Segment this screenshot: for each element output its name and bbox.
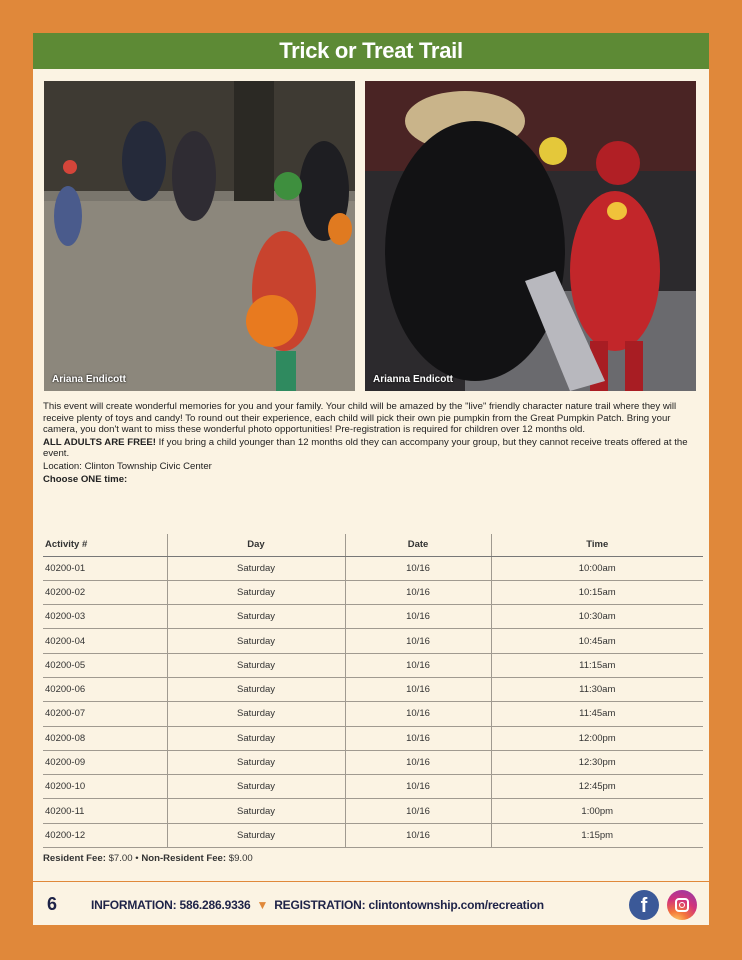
- time-cell: 1:15pm: [491, 823, 703, 847]
- schedule-table-body: [43, 556, 703, 848]
- adults-note: [43, 437, 703, 460]
- time-cell: 10:30am: [491, 605, 703, 629]
- day-cell: Saturday: [167, 556, 345, 580]
- table-row: [43, 750, 703, 774]
- table-row: [43, 677, 703, 701]
- choose-time-heading: Choose ONE time:: [43, 473, 128, 485]
- activity-number: 40200-05: [43, 653, 167, 677]
- date-cell: 10/16: [345, 677, 491, 701]
- date-cell: 10/16: [345, 775, 491, 799]
- time-cell: 12:45pm: [491, 775, 703, 799]
- photo-flash-costume-image: [365, 81, 696, 391]
- event-description: [43, 401, 703, 486]
- adults-free-text: If you bring a child younger than 12 months old they can accompany your group, but they cannot receive treats offered at the event.: [43, 436, 688, 460]
- schedule-table: [43, 534, 703, 848]
- activity-number: 40200-10: [43, 775, 167, 799]
- activity-number: 40200-12: [43, 823, 167, 847]
- page-title: Trick or Treat Trail: [33, 33, 709, 69]
- facebook-icon[interactable]: f: [629, 890, 659, 920]
- activity-number: 40200-07: [43, 702, 167, 726]
- adults-free-heading: ALL ADULTS ARE FREE!: [43, 436, 156, 448]
- day-cell: Saturday: [167, 726, 345, 750]
- contact-line: [91, 898, 544, 912]
- table-header-row: [43, 534, 703, 556]
- time-cell: 10:45am: [491, 629, 703, 653]
- table-row: [43, 726, 703, 750]
- location-label: Location:: [43, 460, 82, 472]
- day-cell: Saturday: [167, 823, 345, 847]
- date-cell: 10/16: [345, 580, 491, 604]
- table-row: [43, 702, 703, 726]
- triangle-separator-icon: ▼: [256, 898, 269, 912]
- day-cell: Saturday: [167, 580, 345, 604]
- table-row: [43, 775, 703, 799]
- time-cell: 11:15am: [491, 653, 703, 677]
- day-cell: Saturday: [167, 629, 345, 653]
- activity-number: 40200-11: [43, 799, 167, 823]
- page-footer: [33, 881, 709, 925]
- table-row: [43, 653, 703, 677]
- time-cell: 12:00pm: [491, 726, 703, 750]
- date-cell: 10/16: [345, 799, 491, 823]
- header-activity: Activity #: [43, 534, 167, 556]
- photo-credit: Ariana Endicott: [52, 374, 126, 385]
- photo-credit: Arianna Endicott: [373, 374, 454, 385]
- fees-line: [43, 853, 253, 864]
- table-row: [43, 799, 703, 823]
- day-cell: Saturday: [167, 677, 345, 701]
- activity-number: 40200-06: [43, 677, 167, 701]
- location-value: Clinton Township Civic Center: [81, 460, 212, 472]
- date-cell: 10/16: [345, 629, 491, 653]
- header-date: Date: [345, 534, 491, 556]
- time-cell: 11:30am: [491, 677, 703, 701]
- resident-fee-label: Resident Fee:: [43, 853, 106, 864]
- date-cell: 10/16: [345, 556, 491, 580]
- date-cell: 10/16: [345, 823, 491, 847]
- day-cell: Saturday: [167, 799, 345, 823]
- date-cell: 10/16: [345, 726, 491, 750]
- registration-link[interactable]: REGISTRATION: clintontownship.com/recreation: [274, 898, 544, 912]
- description-text: This event will create wonderful memories for you and your family. Your child will be amazed by the "live" friendly character nature trail where they will receive plenty of toys and candy! To round out their experience, each child will pick their own pie pumpkin from the Great Pumpkin Patch. Bring your camera, you don't want to miss these wonderful photo opportunities! Pre-registration is required for children over 12 months old.: [43, 401, 677, 436]
- table-row: [43, 580, 703, 604]
- table-row: [43, 556, 703, 580]
- table-row: [43, 823, 703, 847]
- time-cell: 10:00am: [491, 556, 703, 580]
- day-cell: Saturday: [167, 653, 345, 677]
- location-line: [43, 461, 703, 473]
- photo-kids-trail: [44, 81, 355, 391]
- nonresident-fee-value: $9.00: [226, 853, 253, 864]
- header-time: Time: [491, 534, 703, 556]
- time-cell: 1:00pm: [491, 799, 703, 823]
- table-row: [43, 605, 703, 629]
- nonresident-fee-label: Non-Resident Fee:: [141, 853, 227, 864]
- activity-number: 40200-08: [43, 726, 167, 750]
- activity-number: 40200-01: [43, 556, 167, 580]
- day-cell: Saturday: [167, 775, 345, 799]
- day-cell: Saturday: [167, 750, 345, 774]
- header-day: Day: [167, 534, 345, 556]
- day-cell: Saturday: [167, 605, 345, 629]
- date-cell: 10/16: [345, 750, 491, 774]
- fee-separator: •: [132, 853, 142, 864]
- activity-number: 40200-02: [43, 580, 167, 604]
- activity-number: 40200-03: [43, 605, 167, 629]
- photo-flash-costume: [365, 81, 696, 391]
- time-cell: 12:30pm: [491, 750, 703, 774]
- time-cell: 10:15am: [491, 580, 703, 604]
- information-phone: INFORMATION: 586.286.9336: [91, 898, 251, 912]
- day-cell: Saturday: [167, 702, 345, 726]
- date-cell: 10/16: [345, 605, 491, 629]
- date-cell: 10/16: [345, 702, 491, 726]
- activity-number: 40200-04: [43, 629, 167, 653]
- page-number: 6: [47, 894, 58, 914]
- table-row: [43, 629, 703, 653]
- date-cell: 10/16: [345, 653, 491, 677]
- resident-fee-value: $7.00: [105, 853, 133, 864]
- page-panel: [33, 33, 709, 925]
- instagram-icon[interactable]: [667, 890, 697, 920]
- photo-kids-trail-image: [44, 81, 355, 391]
- activity-number: 40200-09: [43, 750, 167, 774]
- time-cell: 11:45am: [491, 702, 703, 726]
